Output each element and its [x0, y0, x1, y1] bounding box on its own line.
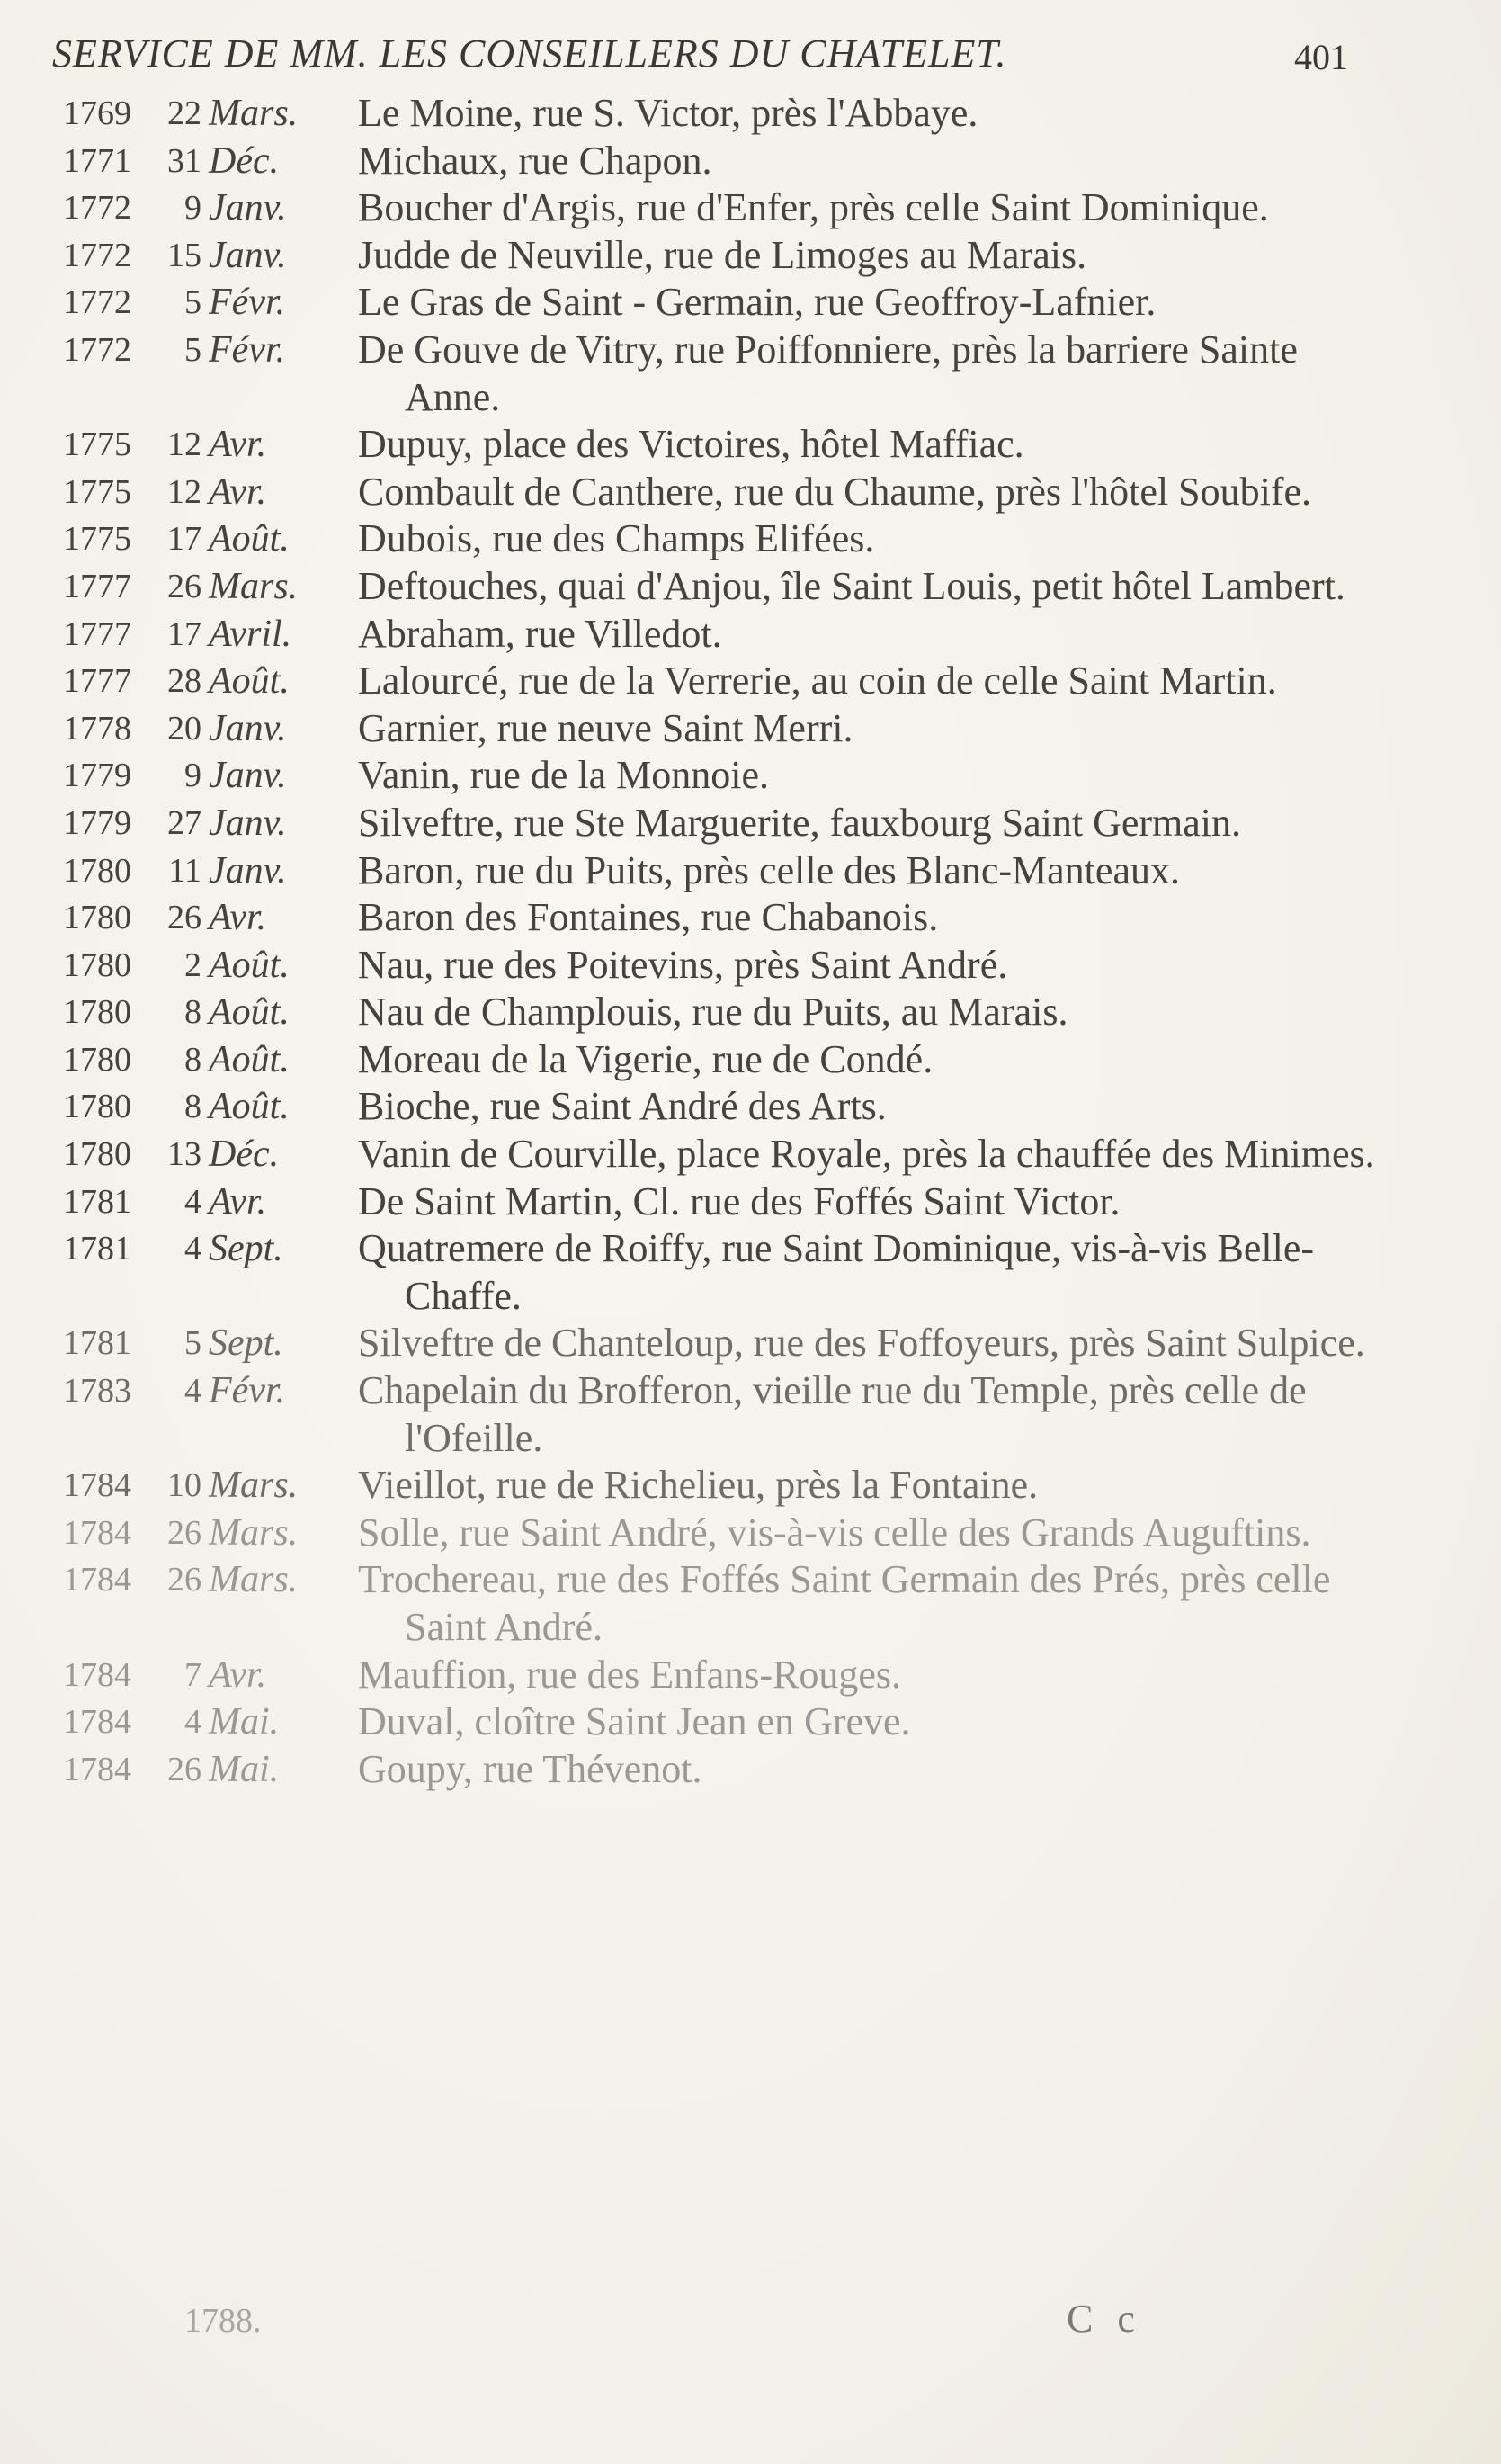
entry-year: 1779: [63, 757, 131, 795]
list-item: [0, 847, 1501, 895]
entry-year: 1784: [63, 1561, 131, 1599]
entry-day: 9: [184, 757, 201, 795]
entry-month: Août.: [209, 518, 290, 560]
entry-day: 4: [184, 1372, 201, 1411]
entry-month: Déc.: [209, 1133, 280, 1176]
entry-year: 1780: [63, 993, 131, 1032]
entry-day: 8: [184, 1040, 201, 1079]
entry-text: Combault de Canthere, rue du Chaume, près l'hôtel Soubife.: [358, 469, 1312, 514]
entry-text: Le Moine, rue S. Victor, près l'Abbaye.: [358, 91, 978, 135]
entry-text: Duval, cloître Saint Jean en Greve.: [358, 1699, 911, 1744]
entry-text: Vieillot, rue de Richelieu, près la Fontaine.: [358, 1463, 1039, 1508]
entry-month: Mars.: [209, 1559, 299, 1601]
list-item: [0, 611, 1501, 659]
list-item: [0, 1178, 1501, 1226]
entry-text: De Saint Martin, Cl. rue des Foffés Saint Victor.: [358, 1178, 1121, 1223]
entry-month: Sept.: [209, 1322, 283, 1365]
entry-year: 1775: [63, 426, 131, 464]
entry-month: Janv.: [209, 802, 287, 844]
entry-day: 17: [167, 520, 201, 559]
entry-month: Août.: [209, 991, 290, 1034]
list-item: [0, 232, 1501, 280]
entry-day: 26: [167, 1750, 201, 1788]
entry-month: Août.: [209, 660, 290, 703]
entry-day: 4: [184, 1230, 201, 1268]
entry-text: Deftouches, quai d'Anjou, île Saint Louis, petit hôtel Lambert.: [358, 563, 1345, 608]
entry-month: Avr.: [209, 424, 267, 466]
entry-text: Bioche, rue Saint André des Arts.: [358, 1084, 887, 1129]
entry-text: Dubois, rue des Champs Elifées.: [358, 516, 875, 561]
entry-month: Avril.: [209, 613, 292, 655]
entry-month: Janv.: [209, 187, 287, 229]
entry-day: 28: [167, 662, 201, 701]
entry-day: 20: [167, 709, 201, 748]
page-number: 401: [1294, 37, 1348, 77]
list-item: [0, 1556, 1501, 1651]
entry-text: Mauffion, rue des Enfans-Rouges.: [358, 1652, 902, 1697]
list-item: [0, 1510, 1501, 1557]
entry-day: 22: [167, 94, 201, 132]
entry-text: De Gouve de Vitry, rue Poiffonniere, près la barriere Sainte Anne.: [358, 327, 1298, 419]
entry-text: Abraham, rue Villedot.: [358, 611, 722, 656]
entry-text: Baron, rue du Puits, près celle des Blanc-Manteaux.: [358, 847, 1180, 892]
entry-text: Silveftre, rue Ste Marguerite, fauxbourg Saint Germain.: [358, 800, 1242, 845]
entry-day: 8: [184, 1088, 201, 1126]
entry-text: Michaux, rue Chapon.: [358, 138, 712, 183]
entry-month: Janv.: [209, 234, 287, 276]
list-item: [0, 1131, 1501, 1178]
entry-text: Vanin, rue de la Monnoie.: [358, 753, 769, 798]
entry-year: 1777: [63, 662, 131, 701]
entry-text: Boucher d'Argis, rue d'Enfer, près celle Saint Dominique.: [358, 185, 1269, 230]
entry-year: 1780: [63, 1088, 131, 1126]
entry-year: 1779: [63, 803, 131, 842]
entry-text: Le Gras de Saint - Germain, rue Geoffroy-Lafnier.: [358, 280, 1157, 325]
entry-year: 1783: [63, 1372, 131, 1411]
entry-year: 1775: [63, 520, 131, 559]
list-item: [0, 658, 1501, 705]
entry-month: Mai.: [209, 1748, 280, 1790]
entry-month: Avr.: [209, 897, 267, 939]
entry-day: 12: [167, 426, 201, 464]
list-item: [0, 469, 1501, 516]
entry-year: 1777: [63, 614, 131, 653]
entry-year: 1780: [63, 1040, 131, 1079]
entry-day: 7: [184, 1655, 201, 1694]
entry-text: Baron des Fontaines, rue Chabanois.: [358, 895, 939, 940]
entry-text: Goupy, rue Thévenot.: [358, 1746, 702, 1791]
entry-text: Lalourcé, rue de la Verrerie, au coin de celle Saint Martin.: [358, 659, 1277, 703]
entry-year: 1781: [63, 1182, 131, 1221]
list-item: [0, 138, 1501, 185]
entry-day: 9: [184, 189, 201, 228]
list-item: [0, 515, 1501, 563]
entry-year: 1781: [63, 1324, 131, 1363]
entry-day: 5: [184, 330, 201, 369]
entry-month: Août.: [209, 944, 290, 986]
entry-text: Solle, rue Saint André, vis-à-vis celle des Grands Auguftins.: [358, 1510, 1311, 1555]
entry-year: 1784: [63, 1513, 131, 1552]
list-item: [0, 705, 1501, 753]
entry-day: 13: [167, 1135, 201, 1174]
entry-year: 1780: [63, 851, 131, 890]
entry-year: 1772: [63, 330, 131, 369]
entry-month: Mars.: [209, 1511, 299, 1554]
entry-year: 1780: [63, 945, 131, 984]
entry-year: 1777: [63, 567, 131, 605]
entry-year: 1769: [63, 94, 131, 132]
entry-day: 17: [167, 614, 201, 653]
entry-month: Févr.: [209, 328, 286, 371]
entry-month: Mars.: [209, 93, 299, 134]
entry-day: 12: [167, 472, 201, 511]
entry-month: Févr.: [209, 282, 286, 324]
entry-text: Vanin de Courville, place Royale, près la chauffée des Minimes.: [358, 1132, 1375, 1177]
entry-year: 1784: [63, 1703, 131, 1742]
entry-year: 1780: [63, 1135, 131, 1174]
entry-year: 1781: [63, 1230, 131, 1268]
entry-month: Déc.: [209, 139, 280, 182]
list-item: [0, 1367, 1501, 1462]
entry-year: 1778: [63, 709, 131, 748]
list-item: [0, 279, 1501, 327]
entry-day: 11: [168, 851, 201, 890]
entry-day: 5: [184, 283, 201, 322]
list-item: [0, 327, 1501, 421]
entry-day: 27: [167, 803, 201, 842]
signature-mark: C c: [1067, 2297, 1142, 2341]
list-item: [0, 800, 1501, 847]
entry-year: 1784: [63, 1466, 131, 1505]
entry-month: Août.: [209, 1086, 290, 1128]
entry-month: Août.: [209, 1038, 290, 1080]
entry-year: 1772: [63, 189, 131, 228]
list-item: [0, 989, 1501, 1036]
list-item: [0, 184, 1501, 232]
entry-text: Silveftre de Chanteloup, rue des Foffoyeurs, près Saint Sulpice.: [358, 1321, 1365, 1366]
entry-day: 26: [167, 567, 201, 605]
entry-month: Mars.: [209, 565, 299, 607]
entry-month: Avr.: [209, 1180, 267, 1223]
entry-day: 31: [167, 141, 201, 180]
list-item: [0, 421, 1501, 469]
entry-text: Nau, rue des Poitevins, près Saint André.: [358, 942, 1008, 987]
entry-year: 1775: [63, 472, 131, 511]
entry-month: Janv.: [209, 707, 287, 749]
entry-list: [0, 90, 1501, 1793]
entry-month: Janv.: [209, 849, 287, 892]
entry-year: 1772: [63, 283, 131, 322]
entry-month: Mars.: [209, 1465, 299, 1507]
entry-text: Trochereau, rue des Foffés Saint Germain des Prés, près celle Saint André.: [358, 1557, 1331, 1649]
list-item: [0, 1320, 1501, 1367]
entry-month: Mai.: [209, 1701, 280, 1743]
entry-month: Avr.: [209, 1653, 267, 1696]
entry-day: 26: [167, 1561, 201, 1599]
entry-month: Sept.: [209, 1228, 283, 1270]
entry-text: Chapelain du Brofferon, vieille rue du Temple, près celle de l'Ofeille.: [358, 1368, 1307, 1460]
entry-month: Févr.: [209, 1370, 286, 1412]
entry-day: 4: [184, 1703, 201, 1742]
entry-month: Avr.: [209, 470, 267, 513]
list-item: [0, 1698, 1501, 1746]
entry-day: 26: [167, 899, 201, 937]
list-item: [0, 90, 1501, 138]
entry-text: Dupuy, place des Victoires, hôtel Maffiac.: [358, 422, 1024, 467]
signature-year: 1788.: [184, 2302, 262, 2340]
list-item: [0, 1462, 1501, 1510]
list-item: [0, 752, 1501, 800]
list-item: [0, 894, 1501, 942]
entry-year: 1780: [63, 899, 131, 937]
list-item: [0, 1036, 1501, 1084]
entry-year: 1784: [63, 1655, 131, 1694]
list-item: [0, 1083, 1501, 1131]
page-header: SERVICE DE MM. LES CONSEILLERS DU CHATELET.: [52, 31, 1007, 76]
entry-text: Quatremere de Roiffy, rue Saint Dominique, vis-à-vis Belle-Chaffe.: [358, 1226, 1315, 1318]
entry-day: 10: [167, 1466, 201, 1505]
entry-day: 2: [184, 945, 201, 984]
entry-day: 5: [184, 1324, 201, 1363]
entry-month: Janv.: [209, 755, 287, 797]
entry-year: 1771: [63, 141, 131, 180]
entry-day: 8: [184, 993, 201, 1032]
entry-day: 15: [167, 236, 201, 274]
list-item: [0, 1652, 1501, 1699]
entry-text: Nau de Champlouis, rue du Puits, au Marais.: [358, 990, 1068, 1035]
entry-day: 26: [167, 1513, 201, 1552]
list-item: [0, 1746, 1501, 1794]
list-item: [0, 563, 1501, 611]
entry-day: 4: [184, 1182, 201, 1221]
entry-text: Garnier, rue neuve Saint Merri.: [358, 705, 853, 750]
entry-year: 1772: [63, 236, 131, 274]
list-item: [0, 1225, 1501, 1320]
entry-text: Moreau de la Vigerie, rue de Condé.: [358, 1036, 934, 1081]
entry-text: Judde de Neuville, rue de Limoges au Marais.: [358, 232, 1087, 277]
list-item: [0, 942, 1501, 990]
entry-year: 1784: [63, 1750, 131, 1788]
